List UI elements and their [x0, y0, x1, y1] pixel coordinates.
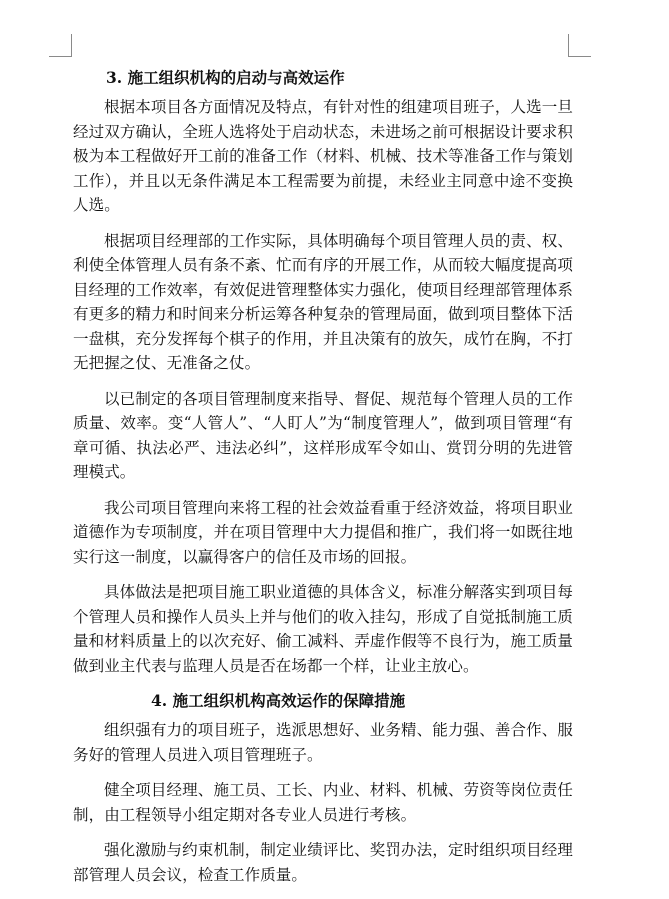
paragraph: 具体做法是把项目施工职业道德的具体含义，标准分解落实到项目每个管理人员和操作人员头上并与他们的收入挂勾，形成了自觉抵制施工质量和材料质量上的以次充好、偷工减料、弄虚作假等不良行为，施工质量做到业主代表与监理人员是否在场都一个样，让业主放心。: [73, 583, 573, 675]
paragraph: 我公司项目管理向来将工程的社会效益看重于经济效益，将项目职业道德作为专项制度，并在项目管理中大力提倡和推广，我们将一如既往地实行这一制度，以赢得客户的信任及市场的回报。: [73, 498, 573, 566]
section-heading: 4. 施工组织机构高效运作的保障措施: [151, 691, 406, 710]
paragraph: 根据本项目各方面情况及特点，有针对性的组建项目班子，人选一旦经过双方确认，全班人选将处于启动状态，未进场之前可根据设计要求积极为本工程做好开工前的准备工作（材料、机械、技术等准备工作与策划工作），并且以无条件满足本工程需要为前提，未经业主同意中途不变换人选。: [73, 98, 573, 214]
crop-mark-top-right: [568, 34, 591, 57]
section-heading: 3. 施工组织机构的启动与高效运作: [106, 68, 345, 87]
crop-mark-top-left: [49, 34, 72, 57]
paragraph: 强化激励与约束机制，制定业绩评比、奖罚办法，定时组织项目经理部管理人员会议，检查工作质量。: [73, 841, 573, 884]
paragraph: 以已制定的各项目管理制度来指导、督促、规范每个管理人员的工作质量、效率。变“人管人”、“人盯人”为“制度管理人”，做到项目管理“有章可循、执法必严、违法必纠”，这样形成军令如山、赏罚分明的先进管理模式。: [73, 389, 573, 481]
paragraph: 健全项目经理、施工员、工长、内业、材料、机械、劳资等岗位责任制，由工程领导小组定期对各专业人员进行考核。: [73, 781, 573, 824]
paragraph: 组织强有力的项目班子，选派思想好、业务精、能力强、善合作、服务好的管理人员进入项目管理班子。: [73, 721, 573, 764]
page-content: [73, 66, 573, 898]
paragraph: 根据项目经理部的工作实际，具体明确每个项目管理人员的责、权、利使全体管理人员有条不紊、忙而有序的开展工作，从而较大幅度提高项目经理的工作效率，有效促进管理整体实力强化，使项目经理部管理体系有更多的精力和时间来分析运筹各种复杂的管理局面，做到项目整体下活一盘棋，充分发挥每个棋子的作用，并且决策有的放矢，成竹在胸，不打无把握之仗、无准备之仗。: [73, 231, 573, 372]
